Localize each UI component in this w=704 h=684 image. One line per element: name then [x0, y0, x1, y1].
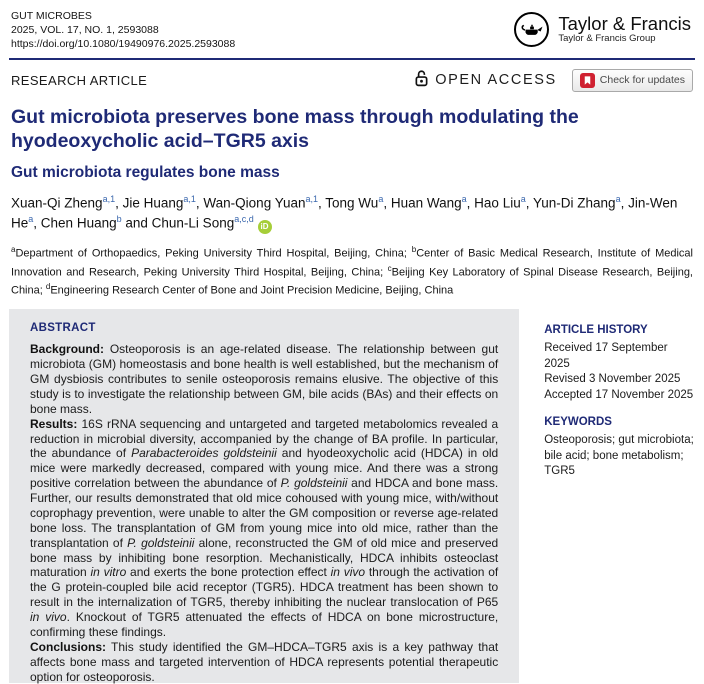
author-name: Chun-Li Song: [151, 215, 235, 231]
article-history-item: Accepted 17 November 2025: [544, 388, 694, 401]
affiliation-superscript: d: [45, 282, 51, 292]
affiliation-text: Department of Orthopaedics, Peking University Third Hospital, Beijing, China;: [15, 248, 412, 261]
author-affiliation-superscript: a,c,d: [234, 213, 254, 224]
author-affiliation-superscript: b: [116, 213, 122, 224]
article-history-heading: ARTICLE HISTORY: [544, 324, 648, 337]
bookmark-icon: [580, 73, 595, 88]
author-name: Chen Huang: [40, 215, 117, 231]
article-title: Gut microbiota preserves bone mass through modulating the hyodeoxycholic acid–TGR5 axis: [11, 105, 579, 152]
article-sidebar: [544, 309, 695, 683]
abstract-box: [9, 309, 519, 683]
article-type-row: [9, 69, 695, 92]
article-subtitle: Gut microbiota regulates bone mass: [11, 163, 280, 181]
author-name: Wan-Qiong Yuan: [203, 195, 306, 211]
abstract-and-sidebar: [9, 309, 695, 683]
affiliation-superscript: a: [11, 245, 16, 255]
publisher-logo: [514, 12, 691, 47]
article-history-list: [544, 341, 695, 404]
author-name: Tong Wu: [325, 195, 379, 211]
affiliation-superscript: b: [411, 245, 417, 255]
article-type-label: RESEARCH ARTICLE: [11, 72, 148, 88]
author-affiliation-superscript: a,1: [305, 193, 319, 204]
journal-info: [11, 10, 235, 52]
abstract-heading: ABSTRACT: [30, 322, 96, 335]
header-divider: [9, 58, 695, 60]
abstract-paragraph: Results: 16S rRNA sequencing and untargeted and targeted metabolomics revealed a reduction in microbial diversity, accompanied by the change of BA profile. In particular, the abundance of Parabacteroides goldsteinii and hyodeoxycholic acid (HDCA) in old mice were markedly decreased, compared with young mice. And there was a strong positive correlation between the abundance of P. goldsteinii and HDCA and bone mass. Further, our results demonstrated that old mice cohoused with young mice, with/without coprophagy prevention, were unable to alter the GM composition or reverse age-related bone loss. The transplantation of GM from young mice into old mice, rather than the transplantation of P. goldsteinii alone, reconstructed the GM of old mice and preserved bone mass by inhibiting bone resorption. Mechanistically, HDCA inhibits osteoclast maturation in vitro and exerts the bone protection effect in vivo through the activation of the G protein-coupled bile acid receptor (TGR5). HDCA treatment has been shown to result in the internalization of TGR5, thereby inhibiting the nuclear translocation of P65 in vivo. Knockout of TGR5 attenuated the effects of HDCA on bone microstructure, confirming these findings.: [30, 416, 499, 639]
journal-name: GUT MICROBES: [11, 10, 92, 22]
keywords-heading: KEYWORDS: [544, 416, 612, 429]
affiliation-text: Beijing Key Laboratory of Spinal Disease Research, Beijing, China;: [11, 266, 693, 297]
author-name: Xuan-Qi Zheng: [11, 195, 103, 211]
author-name: Jie Huang: [122, 195, 184, 211]
open-access-label: OPEN ACCESS: [435, 72, 557, 89]
check-for-updates-label: Check for updates: [599, 74, 685, 87]
open-lock-icon: [415, 69, 428, 91]
author-affiliation-superscript: a: [520, 193, 526, 204]
taylor-francis-lamp-icon: [514, 12, 549, 47]
author-name: Huan Wang: [390, 195, 462, 211]
abstract-paragraph: Background: Osteoporosis is an age-related disease. The relationship between gut microbiota (GM) homeostasis and bone health is well established, but the mechanism of GM dysbiosis contributes to senile osteoporosis remains elusive. The objective of this study is to investigate the relationship between GM, bile acids (BAs) and their effects on bone mass.: [30, 342, 499, 416]
journal-doi-link[interactable]: https://doi.org/10.1080/19490976.2025.2593088: [11, 37, 236, 50]
author-affiliation-superscript: a: [378, 193, 384, 204]
abstract-paragraphs: [30, 342, 498, 684]
affiliation-text: Center of Basic Medical Research, Institute of Medical Innovation and Research, Peking University Third Hospital, Beijing, China;: [11, 248, 693, 279]
author-affiliation-superscript: a: [28, 213, 34, 224]
author-affiliation-superscript: a,1: [183, 193, 196, 204]
journal-issue: 2025, VOL. 17, NO. 1, 2593088: [11, 23, 159, 36]
author-name: Jin-Wen He: [11, 195, 678, 231]
affiliation-text: Engineering Research Center of Bone and Joint Precision Medicine, Beijing, China: [50, 284, 454, 297]
author-name: Hao Liu: [474, 195, 521, 211]
author-affiliation-superscript: a: [461, 193, 467, 204]
article-history-item: Revised 3 November 2025: [544, 373, 681, 386]
abstract-paragraph: Conclusions: This study identified the GM–HDCA–TGR5 axis is a key pathway that affects bone mass and targeted intervention of HDCA represents potential therapeutic option for osteoporosis.: [30, 639, 499, 684]
check-for-updates-button[interactable]: [572, 69, 693, 92]
masthead: [9, 10, 695, 52]
author-affiliation-superscript: a: [615, 193, 621, 204]
publisher-name: Taylor & Francis: [558, 13, 691, 35]
keywords-list: Osteoporosis; gut microbiota; bile acid; bone metabolism; TGR5: [544, 434, 694, 478]
author-name: Yun-Di Zhang: [533, 195, 616, 211]
orcid-icon[interactable]: iD: [258, 220, 272, 234]
affiliation-superscript: c: [387, 263, 392, 273]
author-list: Xuan-Qi Zheng$^{a,1}$, Jie Huang$^{a,1}$, Wan-Qiong Yuan$^{a,1}$, Tong Wu$^a$, Huan Wang$^a$, Hao Liu$^a$, Yun-Di Zhang$^a$, Jin-Wen He$^a$, Chen Huang$^b$ and Chun-Li Song$^{a,c,d}$ iD: [9, 193, 695, 235]
affiliations: [9, 244, 695, 299]
open-access-badge[interactable]: [415, 69, 557, 91]
author-affiliation-superscript: a,1: [102, 193, 116, 204]
publisher-group: Taylor & Francis Group: [558, 33, 656, 45]
article-history-item: Received 17 September 2025: [544, 341, 668, 370]
